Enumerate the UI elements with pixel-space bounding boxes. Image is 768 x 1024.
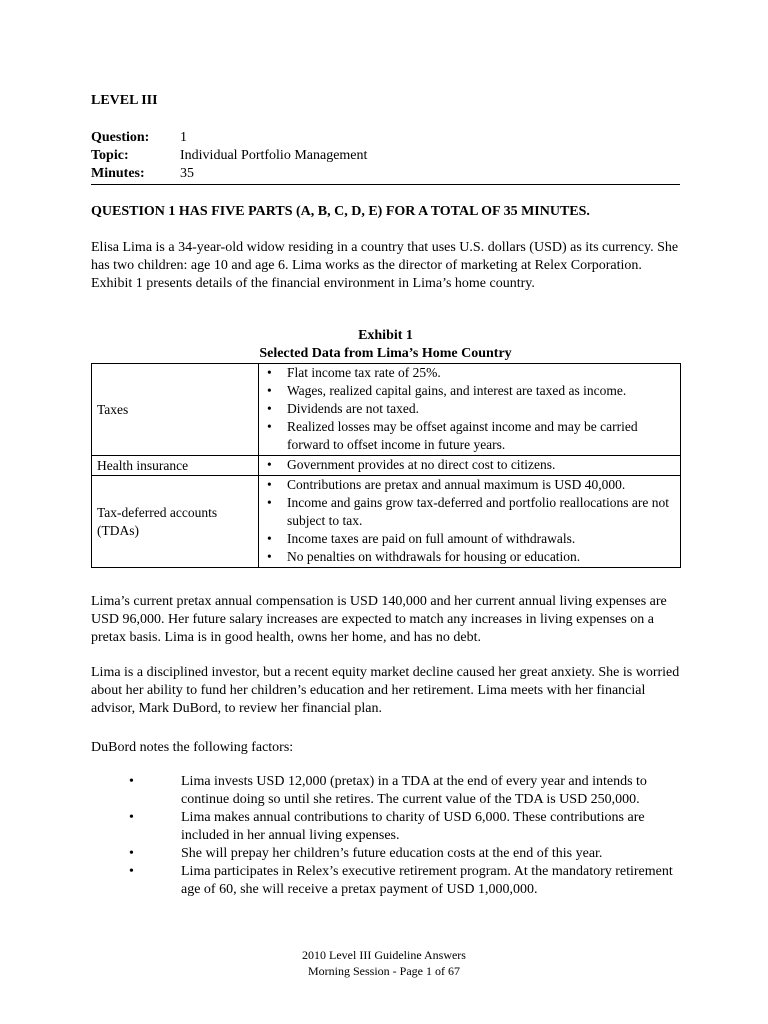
intro-paragraph: Elisa Lima is a 34-year-old widow residing in a country that uses U.S. dollars (USD) as its currency. She has two children: age 10 and age 6. Lima works as the director of marketing at Relex Corporation. Exhibit 1 presents details of the financial environment in Lima’s home country.	[91, 240, 679, 291]
meta-row-topic	[91, 147, 686, 165]
bullet-icon: •	[129, 864, 134, 879]
list-item: • Wages, realized capital gains, and interest are taxed as income.	[267, 383, 627, 398]
table-row	[92, 476, 681, 568]
list-item: • Lima makes annual contributions to charity of USD 6,000. These contributions are included in her annual living expenses.	[91, 809, 691, 845]
list-item: • Contributions are pretax and annual maximum is USD 40,000.	[267, 477, 626, 492]
list-item: • Lima participates in Relex’s executive retirement program. At the mandatory retirement age of 60, she will receive a pretax payment of USD 1,000,000.	[91, 863, 691, 899]
list-item: • She will prepay her children’s future education costs at the end of this year.	[91, 845, 691, 863]
table-row	[92, 456, 681, 476]
question-meta	[91, 129, 686, 183]
meta-value: 1	[180, 130, 187, 145]
meta-row-question	[91, 129, 686, 147]
bullet-icon: •	[267, 549, 272, 564]
factors-list	[91, 773, 691, 899]
meta-key: Minutes:	[91, 166, 145, 181]
footer-line-1: 2010 Level III Guideline Answers	[302, 948, 466, 962]
bullet-icon: •	[267, 457, 272, 472]
exhibit-subtitle: Selected Data from Lima’s Home Country	[259, 346, 512, 361]
row-items	[259, 476, 681, 568]
bullet-icon: •	[267, 477, 272, 492]
row-label: Tax-deferred accounts (TDAs)	[92, 476, 259, 568]
row-items	[259, 456, 681, 476]
row-label: Taxes	[92, 364, 259, 456]
question-heading: QUESTION 1 HAS FIVE PARTS (A, B, C, D, E) FOR A TOTAL OF 35 MINUTES.	[91, 204, 590, 219]
divider	[91, 184, 680, 185]
bullet-icon: •	[267, 419, 272, 434]
meta-row-minutes	[91, 165, 686, 183]
bullet-icon: •	[129, 846, 134, 861]
bullet-icon: •	[129, 810, 134, 825]
page-footer	[0, 947, 768, 979]
bullet-icon: •	[267, 495, 272, 510]
bullet-icon: •	[267, 365, 272, 380]
list-item: • No penalties on withdrawals for housing or education.	[267, 549, 581, 564]
list-item: • Dividends are not taxed.	[267, 401, 419, 416]
meta-value: 35	[180, 166, 194, 181]
list-item: • Income taxes are paid on full amount of withdrawals.	[267, 531, 576, 546]
list-item: • Flat income tax rate of 25%.	[267, 365, 441, 380]
table-row	[92, 364, 681, 456]
meta-value: Individual Portfolio Management	[180, 148, 368, 163]
row-items	[259, 364, 681, 456]
row-label: Health insurance	[92, 456, 259, 476]
list-item: • Lima invests USD 12,000 (pretax) in a TDA at the end of every year and intends to continue doing so until she retires. The current value of the TDA is USD 250,000.	[91, 773, 691, 809]
exhibit-table	[91, 363, 681, 568]
bullet-icon: •	[267, 383, 272, 398]
investor-paragraph: Lima is a disciplined investor, but a recent equity market decline caused her great anxiety. She is worried about her ability to fund her children’s education and her retirement. Lima meets with her financial advisor, Mark DuBord, to review her financial plan.	[91, 665, 680, 716]
list-item: • Income and gains grow tax-deferred and portfolio reallocations are not subject to tax.	[267, 495, 669, 528]
exhibit-title-block	[91, 327, 680, 363]
level-heading: LEVEL III	[91, 93, 158, 108]
list-item: • Government provides at no direct cost to citizens.	[267, 457, 556, 472]
meta-key: Topic:	[91, 148, 129, 163]
bullet-icon: •	[267, 401, 272, 416]
bullet-icon: •	[267, 531, 272, 546]
factors-intro: DuBord notes the following factors:	[91, 740, 294, 755]
list-item: • Realized losses may be offset against income and may be carried forward to offset income in future years.	[267, 419, 638, 452]
compensation-paragraph: Lima’s current pretax annual compensation is USD 140,000 and her current annual living expenses are USD 96,000. Her future salary increases are expected to match any increases in living expenses on a pretax basis. Lima is in good health, owns her home, and has no debt.	[91, 594, 667, 645]
exhibit-title: Exhibit 1	[358, 328, 413, 343]
footer-line-2: Morning Session - Page 1 of 67	[308, 964, 460, 978]
bullet-icon: •	[129, 774, 134, 789]
meta-key: Question:	[91, 130, 150, 145]
